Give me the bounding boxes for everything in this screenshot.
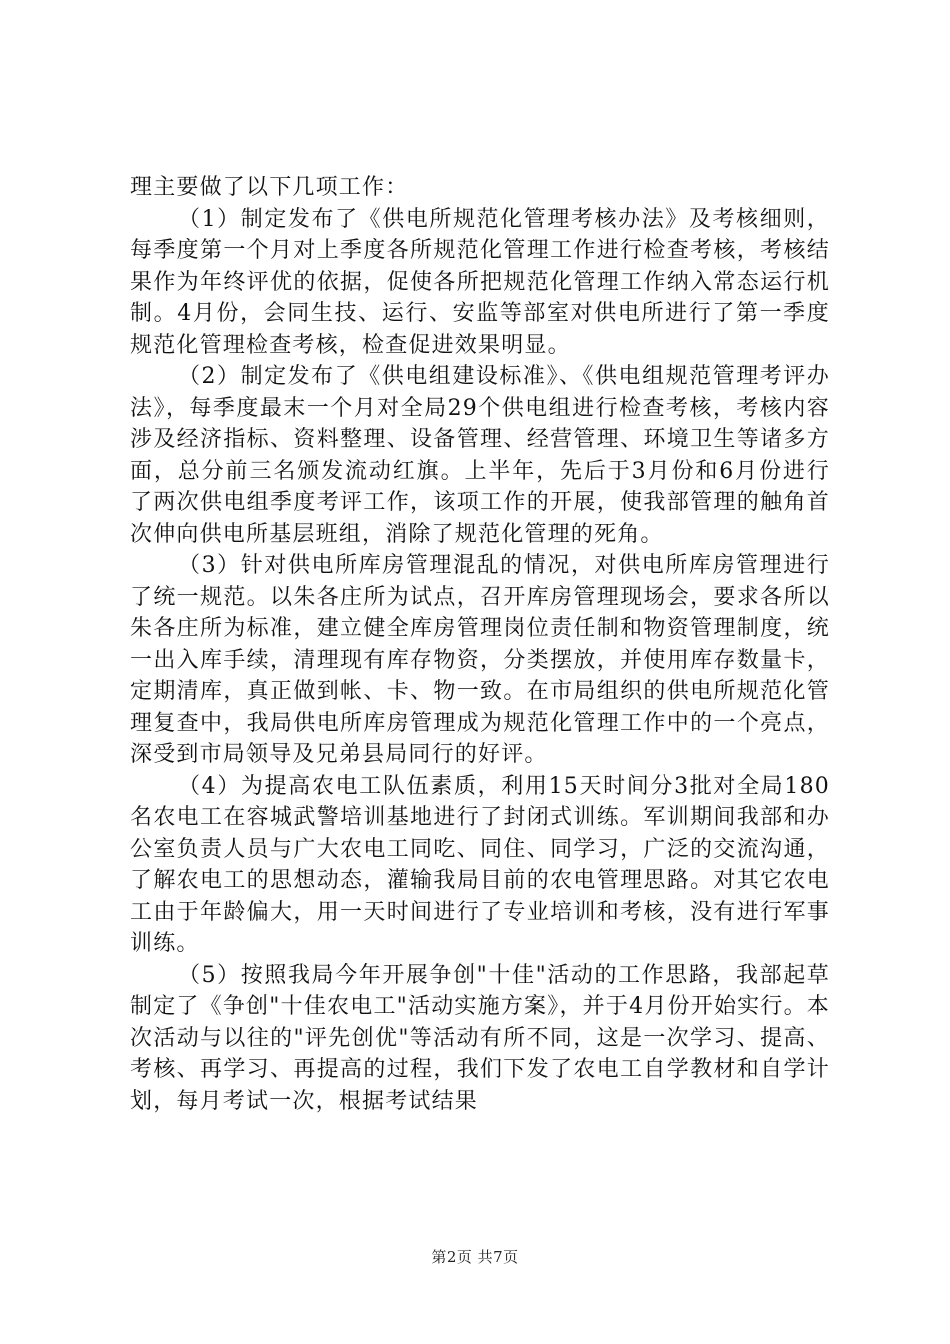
paragraph-item-5: （5）按照我局今年开展争创"十佳"活动的工作思路，我部起草制定了《争创"十佳农电工"活动实施方案》，并于4月份开始实行。本次活动与以往的"评先创优"等活动有所不同，这是一次学习、提高、考核、再学习、再提高的过程，我们下发了农电工自学教材和自学计划，每月考试一次，根据考试结果 — [130, 962, 830, 1114]
paragraph-item-4: （4）为提高农电工队伍素质，利用15天时间分3批对全局180名农电工在容城武警培训基地进行了封闭式训练。军训期间我部和办公室负责人员与广大农电工同吃、同住、同学习，广泛的交流沟通，了解农电工的思想动态，灌输我局目前的农电管理思路。对其它农电工由于年龄偏大，用一天时间进行了专业培训和考核，没有进行军事训练。 — [130, 773, 830, 956]
document-body — [130, 172, 830, 1117]
paragraph-item-2: （2）制定发布了《供电组建设标准》、《供电组规范管理考评办法》，每季度最末一个月对全局29个供电组进行检查考核，考核内容涉及经济指标、资料整理、设备管理、经营管理、环境卫生等诸多方面，总分前三名颁发流动红旗。上半年，先后于3月份和6月份进行了两次供电组季度考评工作，该项工作的开展，使我部管理的触角首次伸向供电所基层班组，消除了规范化管理的死角。 — [130, 364, 830, 547]
paragraph-continuation: 理主要做了以下几项工作： — [130, 175, 409, 200]
page-footer: 第2页 共7页 — [431, 1248, 519, 1266]
paragraph-item-1: （1）制定发布了《供电所规范化管理考核办法》及考核细则，每季度第一个月对上季度各所规范化管理工作进行检查考核，考核结果作为年终评优的依据，促使各所把规范化管理工作纳入常态运行机制。4月份，会同生技、运行、安监等部室对供电所进行了第一季度规范化管理检查考核，检查促进效果明显。 — [130, 206, 830, 358]
paragraph-item-3: （3）针对供电所库房管理混乱的情况，对供电所库房管理进行了统一规范。以朱各庄所为试点，召开库房管理现场会，要求各所以朱各庄所为标准，建立健全库房管理岗位责任制和物资管理制度，统一出入库手续，清理现有库存物资，分类摆放，并使用库存数量卡，定期清库，真正做到帐、卡、物一致。在市局组织的供电所规范化管理复查中，我局供电所库房管理成为规范化管理工作中的一个亮点，深受到市局领导及兄弟县局同行的好评。 — [130, 553, 830, 767]
